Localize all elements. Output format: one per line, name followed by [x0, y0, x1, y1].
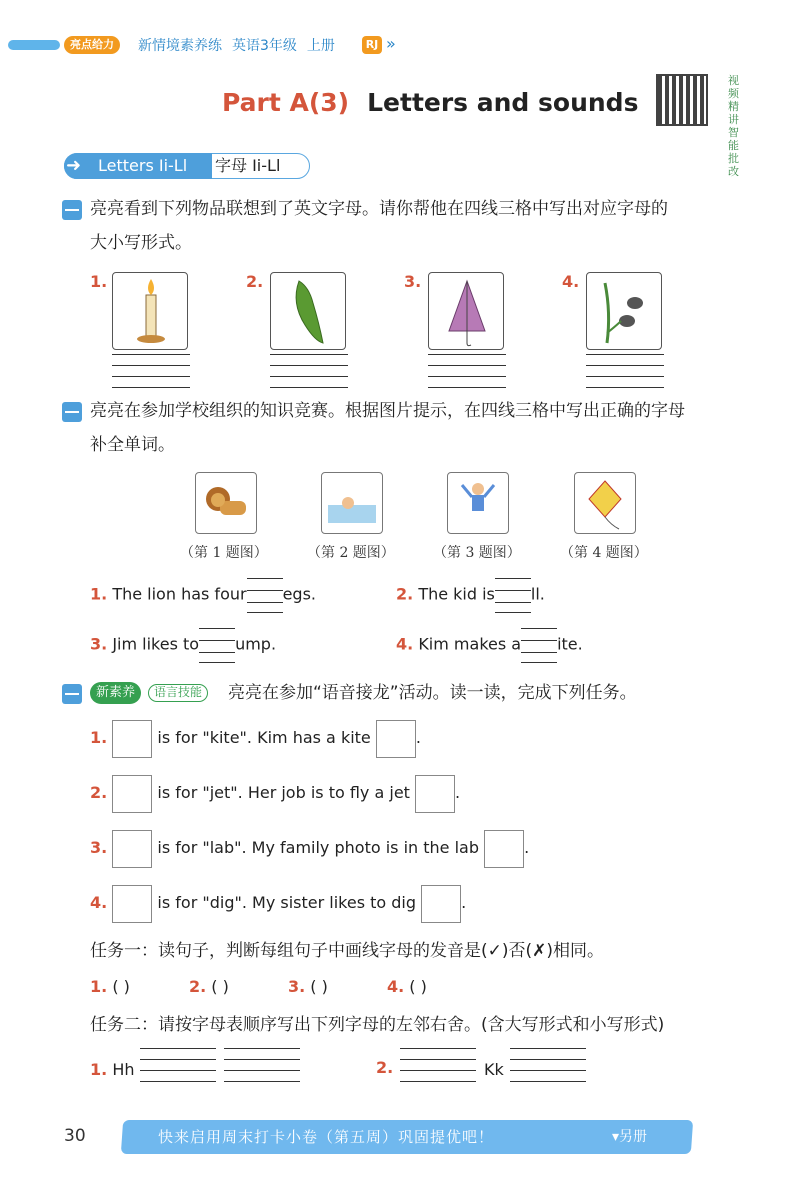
q1-item-1-number: 1.	[90, 272, 108, 291]
q2-line2: 补全单词。	[90, 435, 175, 455]
header-volume: 上册	[306, 38, 335, 54]
q2-s1-number: 1.	[90, 584, 108, 604]
kite-icon	[575, 473, 635, 533]
t2-1-right-lines[interactable]	[224, 1048, 300, 1082]
section-pill-en: Letters Ii-Ll	[64, 153, 212, 179]
q1-item-4-number: 4.	[562, 272, 580, 291]
page-number: 30	[64, 1126, 86, 1146]
qr-label: 视频精讲 智能批改	[728, 74, 739, 178]
language-skill-badge: 语言技能	[148, 684, 208, 702]
writing-lines-2[interactable]	[270, 354, 348, 388]
q2-s3-text: Jim likes to	[112, 634, 200, 654]
umbrella-icon	[429, 273, 505, 351]
jump-picture	[447, 472, 509, 534]
caption-4: （第 4 题图）	[560, 545, 648, 561]
q2-sentence-4	[396, 628, 583, 662]
q2-s4-suffix: ite.	[557, 634, 583, 654]
caption-3: （第 3 题图）	[433, 545, 521, 561]
caption-2: （第 2 题图）	[307, 545, 395, 561]
arrow-icon: ➜	[66, 155, 82, 176]
candle-picture	[112, 272, 188, 350]
section-pill-cn: 字母 Ii-Ll	[215, 156, 281, 175]
title-part: Part A(3)	[222, 88, 350, 117]
t1-2-blank[interactable]: ( )	[211, 977, 229, 996]
q3-r3-period: .	[524, 838, 530, 857]
t2-2-number: 2.	[376, 1058, 394, 1077]
letter-blank-1[interactable]	[247, 578, 283, 612]
task1-instruction: 任务一：读句子，判断每组句子中画线字母的发音是(✓)否(✗)相同。	[90, 941, 605, 961]
qr-code-icon[interactable]	[656, 74, 708, 126]
umbrella-picture	[428, 272, 504, 350]
kite-girl-picture	[376, 720, 416, 758]
q3-r2-text: is for "jet". Her job is to fly a jet	[157, 783, 410, 802]
t1-1-blank[interactable]: ( )	[112, 977, 130, 996]
q2-s1-suffix: egs.	[282, 584, 316, 604]
t2-1-left-lines[interactable]	[140, 1048, 216, 1082]
q3-r4-number: 4.	[90, 893, 108, 912]
q2-line1: 亮亮在参加学校组织的知识竞赛。根据图片提示，在四线三格中写出正确的字母	[90, 401, 685, 421]
jumping-boy-icon	[448, 473, 508, 533]
letter-j-picture	[112, 775, 152, 813]
t2-2-number-wrap	[376, 1058, 393, 1077]
t1-2-number: 2.	[188, 977, 207, 996]
q3-instruction: 亮亮在参加“语音接龙”活动。读一读，完成下列任务。	[228, 683, 637, 703]
writing-lines-1[interactable]	[112, 354, 190, 388]
q2-sentence-1	[90, 578, 316, 612]
q2-s2-number: 2.	[396, 584, 414, 604]
letter-i-picture	[112, 885, 152, 923]
header-subject: 英语3年级	[232, 38, 297, 54]
tadpole-icon	[587, 273, 663, 351]
q2-s4-number: 4.	[396, 634, 414, 654]
q3-r3-number: 3.	[90, 838, 108, 857]
section-number-2	[62, 402, 82, 422]
t1-3-blank[interactable]: ( )	[310, 977, 328, 996]
q3-r2-period: .	[455, 783, 461, 802]
title-topic: Letters and sounds	[367, 88, 639, 117]
edition-badge: RJ	[362, 36, 382, 54]
header-text	[138, 36, 345, 56]
writing-lines-3[interactable]	[428, 354, 506, 388]
q2-sentence-2	[396, 578, 545, 612]
q3-row-1	[90, 718, 421, 758]
q1-item-3-number: 3.	[404, 272, 422, 291]
candle-icon	[113, 273, 189, 351]
section-number-1	[62, 200, 82, 220]
q3-r1-text: is for "kite". Kim has a kite	[157, 728, 371, 747]
q2-instruction	[90, 394, 770, 462]
q1-line2: 大小写形式。	[90, 233, 192, 253]
letter-blank-3[interactable]	[199, 628, 235, 662]
q2-s2-text: The kid is	[418, 584, 495, 604]
q3-row-3	[90, 828, 529, 868]
double-chevron-icon: »	[386, 34, 396, 53]
footer-book-label: ▾另册	[612, 1129, 648, 1145]
header-series: 新情境素养练	[138, 38, 222, 54]
t1-1-number: 1.	[90, 977, 108, 996]
q2-s3-suffix: ump.	[235, 634, 277, 654]
writing-lines-4[interactable]	[586, 354, 664, 388]
q2-s1-text: The lion has four	[112, 584, 247, 604]
q1-instruction	[90, 192, 770, 260]
q1-item-2-number: 2.	[246, 272, 264, 291]
task1-answers	[90, 977, 650, 996]
new-literacy-badge: 新素养	[90, 682, 141, 704]
page-title	[222, 88, 638, 117]
t1-4-number: 4.	[386, 977, 405, 996]
caption-1: （第 1 题图）	[180, 545, 268, 561]
q1-line1: 亮亮看到下列物品联想到了英文字母。请你帮他在四线三格中写出对应字母的	[90, 199, 668, 219]
lion-picture	[195, 472, 257, 534]
lab-photo-picture	[484, 830, 524, 868]
letter-l-picture	[112, 830, 152, 868]
q3-r3-text: is for "lab". My family photo is in the lab	[157, 838, 480, 857]
q3-r4-period: .	[461, 893, 467, 912]
task2-item-1	[90, 1060, 134, 1079]
letter-blank-4[interactable]	[521, 628, 557, 662]
header-bar	[8, 40, 60, 50]
section-number-3	[62, 684, 82, 704]
q2-s4-text: Kim makes a	[418, 634, 522, 654]
letter-k-picture	[112, 720, 152, 758]
q3-r1-number: 1.	[90, 728, 108, 747]
q3-r1-period: .	[415, 728, 421, 747]
letter-blank-2[interactable]	[495, 578, 531, 612]
footer-banner-text: 快来启用周末打卡小卷（第五周）巩固提优吧！	[158, 1128, 495, 1146]
t2-2-letter: Kk	[484, 1060, 504, 1079]
bed-icon	[322, 473, 382, 533]
q3-r4-text: is for "dig". My sister likes to dig	[157, 893, 417, 912]
kite-picture	[574, 472, 636, 534]
header-badge: 亮点给力	[64, 36, 120, 54]
t2-1-letter: Hh	[112, 1060, 135, 1079]
lion-icon	[196, 473, 256, 533]
task2-instruction: 任务二：请按字母表顺序写出下列字母的左邻右舍。(含大写形式和小写形式)	[90, 1015, 665, 1035]
t2-1-number: 1.	[90, 1060, 108, 1079]
q3-r2-number: 2.	[90, 783, 108, 802]
pilot-picture	[415, 775, 455, 813]
q2-sentence-3	[90, 628, 276, 662]
pepper-icon	[271, 273, 347, 351]
q3-row-4	[90, 883, 466, 923]
t2-2-right-lines[interactable]	[510, 1048, 586, 1082]
t1-3-number: 3.	[287, 977, 306, 996]
dig-picture	[421, 885, 461, 923]
q2-s3-number: 3.	[90, 634, 108, 654]
q2-s2-suffix: ll.	[530, 584, 545, 604]
q3-row-2	[90, 773, 460, 813]
tadpole-picture	[586, 272, 662, 350]
t1-4-blank[interactable]: ( )	[409, 977, 427, 996]
pepper-picture	[270, 272, 346, 350]
kid-ill-picture	[321, 472, 383, 534]
t2-2-left-lines[interactable]	[400, 1048, 476, 1082]
